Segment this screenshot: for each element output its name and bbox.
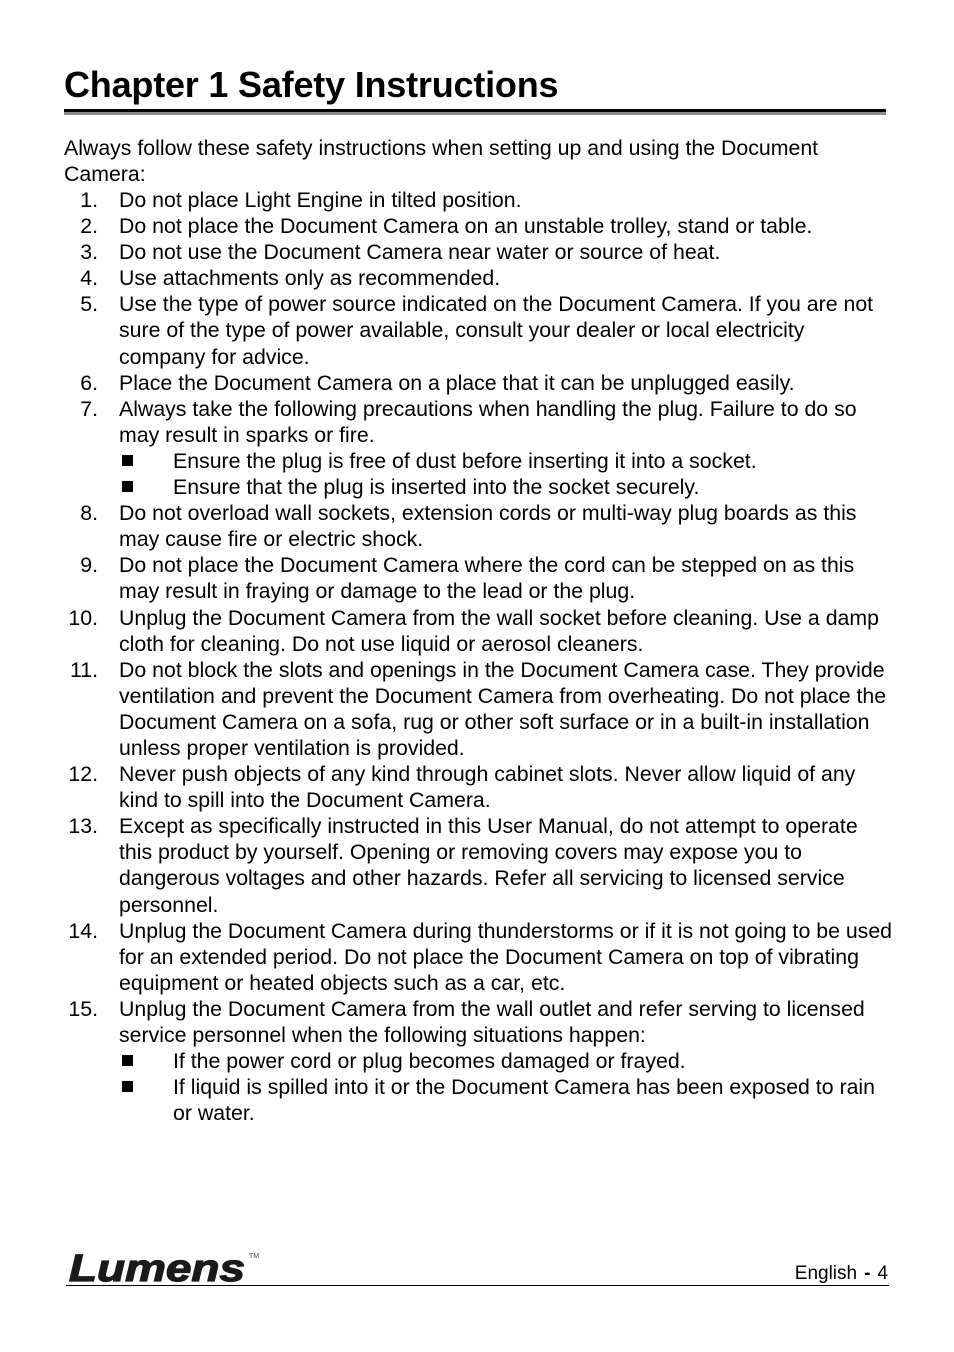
instruction-item (64, 657, 894, 761)
instruction-text: Do not place the Document Camera where the cord can be stepped on as this may result in fraying or damage to the lead or the plug. (119, 553, 855, 604)
instruction-text: Do not place Light Engine in tilted position. (119, 188, 522, 212)
instruction-text: Do not use the Document Camera near water or source of heat. (119, 240, 721, 265)
page-footer (795, 1263, 888, 1285)
square-bullet-icon (122, 481, 133, 492)
instruction-text: Except as specifically instructed in this User Manual, do not attempt to operate this product by yourself. Opening or removing covers may expose you to dangerous voltages and other hazards. Refer all servicing to licensed service personnel. (119, 814, 858, 917)
instruction-number: 9. (80, 553, 98, 578)
chapter-title: Chapter 1 Safety Instructions (64, 64, 559, 105)
instruction-item (64, 187, 894, 213)
instruction-item (64, 500, 894, 552)
instruction-item (64, 213, 894, 239)
sub-bullet-text: Ensure the plug is free of dust before inserting it into a socket. (173, 448, 757, 473)
instruction-item (64, 239, 894, 265)
instruction-number: 13. (68, 814, 98, 839)
sub-bullet-item (119, 1048, 894, 1074)
instruction-text: Use attachments only as recommended. (119, 266, 501, 291)
sub-bullet-list (119, 1048, 894, 1126)
instruction-number: 5. (80, 292, 98, 317)
sub-bullet-item (119, 1074, 894, 1126)
instruction-text: Do not place the Document Camera on an unstable trolley, stand or table. (119, 214, 813, 239)
instruction-number: 14. (68, 918, 98, 943)
footer-divider (66, 1285, 889, 1286)
instruction-text: Never push objects of any kind through cabinet slots. Never allow liquid of any kind to spill into the Document Camera. (119, 762, 856, 813)
footer-language: English (794, 1263, 858, 1284)
square-bullet-icon (122, 1081, 133, 1092)
instruction-item (64, 291, 894, 369)
logo-wordmark: Lumens (69, 1248, 245, 1284)
instruction-number: 11. (69, 657, 98, 682)
square-bullet-icon (122, 455, 133, 466)
instruction-item (64, 761, 894, 813)
instruction-number: 7. (80, 396, 98, 421)
trademark-mark: TM (249, 1253, 260, 1260)
instruction-item (64, 813, 894, 917)
instruction-text: Unplug the Document Camera from the wall outlet and refer serving to licensed service personnel when the following situations happen: (119, 996, 865, 1047)
instruction-item (64, 370, 894, 396)
instruction-item (64, 552, 894, 604)
instruction-item (64, 605, 894, 657)
instruction-item (64, 265, 894, 291)
instruction-item (64, 918, 894, 996)
page-number: 4 (877, 1263, 888, 1284)
instruction-text: Use the type of power source indicated on the Document Camera. If you are not sure of the type of power available, consult your dealer or local electricity company for advice. (119, 292, 874, 369)
intro-paragraph: Always follow these safety instructions when setting up and using the Document Camera: (64, 136, 819, 187)
instruction-number: 8. (80, 501, 98, 526)
instruction-text: Always take the following precautions when handling the plug. Failure to do so may result in sparks or fire. (119, 396, 857, 447)
instruction-text: Do not block the slots and openings in the Document Camera case. They provide ventilation and prevent the Document Camera from overheating. Do not place the Document Camera on a sofa, rug or other soft surface or in a built-in installation unless proper ventilation is provided. (119, 657, 887, 760)
instruction-number: 3. (80, 240, 98, 265)
instruction-item (64, 996, 894, 1126)
instruction-text: Do not overload wall sockets, extension cords or multi-way plug boards as this may cause fire or electric shock. (119, 501, 857, 552)
sub-bullet-list (119, 448, 894, 500)
instruction-number: 1. (80, 188, 98, 212)
instruction-number: 10. (68, 605, 98, 630)
instruction-text: Place the Document Camera on a place that it can be unplugged easily. (119, 370, 795, 395)
instruction-number: 6. (80, 370, 98, 395)
instruction-item (64, 396, 894, 500)
sub-bullet-item (119, 474, 894, 500)
instruction-number: 2. (80, 214, 98, 239)
instruction-number: 4. (80, 266, 98, 291)
instruction-text: Unplug the Document Camera during thunderstorms or if it is not going to be used for an extended period. Do not place the Document Camera on top of vibrating equipment or heated objects such as a car, etc. (119, 918, 893, 995)
sub-bullet-text: If the power cord or plug becomes damaged or frayed. (173, 1049, 686, 1074)
instruction-number: 12. (68, 762, 98, 787)
instruction-number: 15. (68, 996, 98, 1021)
lumens-logo (68, 1248, 264, 1284)
footer-separator: - (864, 1263, 871, 1284)
title-underline-shadow (64, 112, 886, 115)
safety-instruction-list (64, 187, 894, 1126)
instruction-text: Unplug the Document Camera from the wall socket before cleaning. Use a damp cloth for cleaning. Do not use liquid or aerosol cleaners. (119, 605, 879, 656)
sub-bullet-item (119, 448, 894, 474)
sub-bullet-text: If liquid is spilled into it or the Document Camera has been exposed to rain or water. (173, 1075, 875, 1126)
sub-bullet-text: Ensure that the plug is inserted into the socket securely. (173, 475, 700, 500)
square-bullet-icon (122, 1055, 133, 1066)
